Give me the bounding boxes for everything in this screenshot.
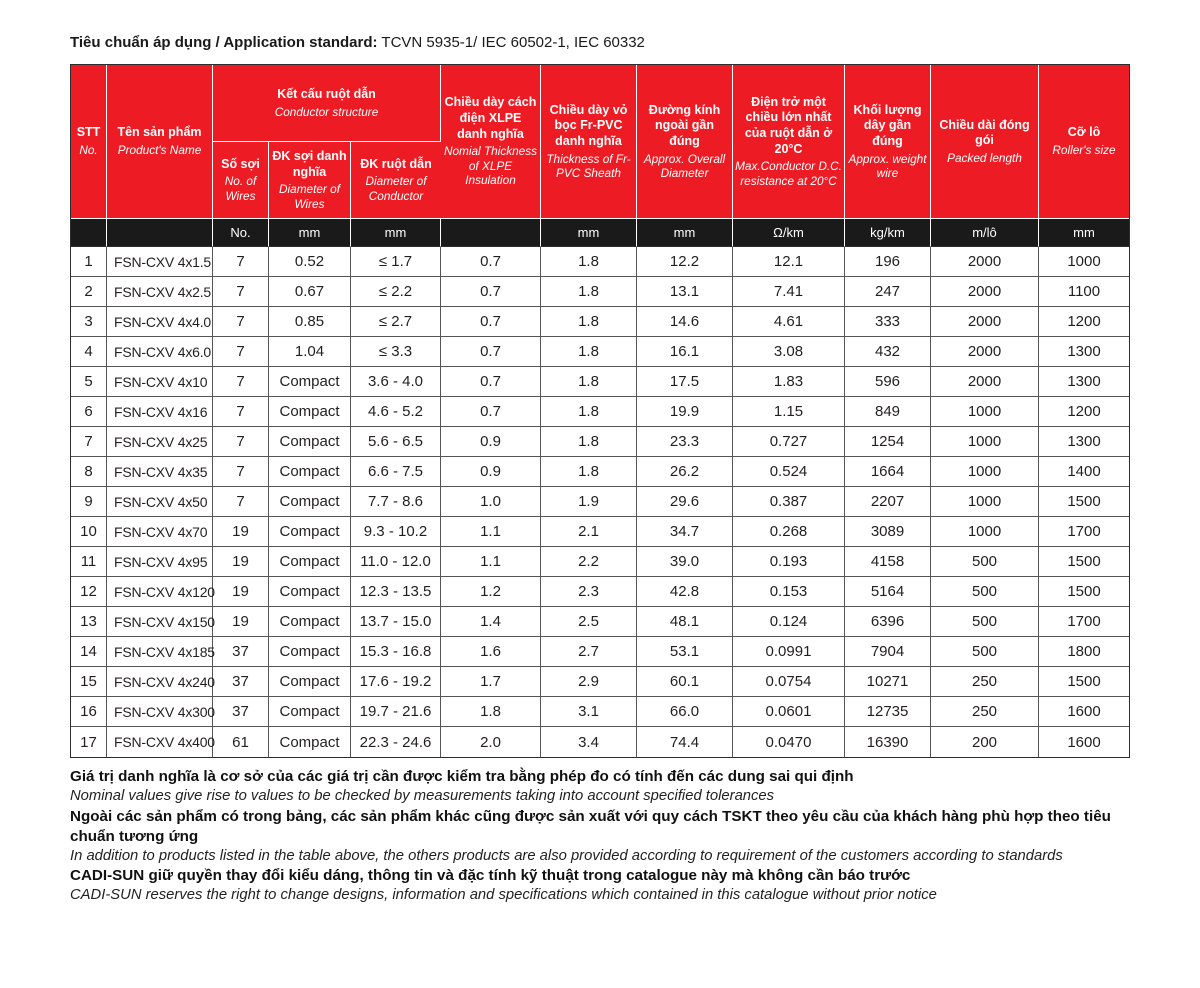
col-wire-diameter: Compact [269,547,351,577]
col-roller-size: 1500 [1039,547,1129,577]
col-overall-diameter: 29.6 [637,487,733,517]
header-sheath-vi: Chiều dày vỏ bọc Fr-PVC danh nghĩa [549,102,628,148]
col-product-name: FSN-CXV 4x185 [107,637,213,667]
col-packed-length: 250 [931,667,1039,697]
header-stt-vi: STT [76,125,101,140]
unit-num-wires: No. [213,219,269,247]
header-weight-en: Approx. weight wire [848,151,927,180]
col-product-name: FSN-CXV 4x6.0 [107,337,213,367]
col-stt: 4 [71,337,107,367]
col-wire-diameter: Compact [269,577,351,607]
col-weight: 1664 [845,457,931,487]
col-dc-resistance: 0.193 [733,547,845,577]
table-row [71,457,1129,487]
col-product-name: FSN-CXV 4x4.0 [107,307,213,337]
col-roller-size: 1500 [1039,487,1129,517]
table-row [71,247,1129,277]
col-weight: 333 [845,307,931,337]
header-wires-vi: Số sợi [221,156,260,171]
col-product-name: FSN-CXV 4x2.5 [107,277,213,307]
footnotes [70,767,1128,906]
col-overall-diameter: 53.1 [637,637,733,667]
col-conductor-diameter: ≤ 2.7 [351,307,441,337]
col-num-wires: 61 [213,727,269,757]
header-wire-diameter [269,142,351,219]
header-overall-diameter [637,65,733,219]
col-roller-size: 1600 [1039,697,1129,727]
unit-packed-length: m/lô [931,219,1039,247]
col-dc-resistance: 0.124 [733,607,845,637]
col-num-wires: 7 [213,247,269,277]
col-dc-resistance: 0.0754 [733,667,845,697]
table-row [71,487,1129,517]
header-sheath-en: Thickness of Fr-PVC Sheath [546,151,631,180]
table-row [71,607,1129,637]
table-row [71,307,1129,337]
col-xlpe-thickness: 1.8 [441,697,541,727]
col-product-name: FSN-CXV 4x50 [107,487,213,517]
table-row [71,697,1129,727]
table-row [71,397,1129,427]
col-overall-diameter: 34.7 [637,517,733,547]
col-product-name: FSN-CXV 4x1.5 [107,247,213,277]
col-wire-diameter: Compact [269,397,351,427]
col-product-name: FSN-CXV 4x25 [107,427,213,457]
table-row [71,517,1129,547]
header-roller-vi: Cỡ lô [1067,125,1101,140]
col-weight: 16390 [845,727,931,757]
col-overall-diameter: 48.1 [637,607,733,637]
header-roller-en: Roller's size [1052,143,1116,158]
header-xlpe-thickness [441,65,541,219]
table-row [71,277,1129,307]
col-wire-diameter: Compact [269,667,351,697]
col-roller-size: 1400 [1039,457,1129,487]
col-xlpe-thickness: 0.7 [441,367,541,397]
col-overall-diameter: 60.1 [637,667,733,697]
col-wire-diameter: Compact [269,637,351,667]
col-wire-diameter: 0.67 [269,277,351,307]
col-xlpe-thickness: 0.9 [441,457,541,487]
header-conductor-vi: Kết cấu ruột dẫn [277,86,376,101]
col-weight: 2207 [845,487,931,517]
col-num-wires: 37 [213,667,269,697]
col-roller-size: 1200 [1039,307,1129,337]
table-row [71,337,1129,367]
col-product-name: FSN-CXV 4x16 [107,397,213,427]
col-conductor-diameter: ≤ 2.2 [351,277,441,307]
header-dc-resistance [733,65,845,219]
col-weight: 7904 [845,637,931,667]
units-row [71,219,1129,247]
col-packed-length: 500 [931,547,1039,577]
application-standard-value: TCVN 5935-1/ IEC 60502-1, IEC 60332 [381,34,645,51]
table-row [71,367,1129,397]
col-wire-diameter: Compact [269,427,351,457]
col-xlpe-thickness: 0.9 [441,427,541,457]
note-tolerance-en: Nominal values give rise to values to be checked by measurements taking into account specified tolerances [70,788,775,805]
col-weight: 849 [845,397,931,427]
col-product-name: FSN-CXV 4x400 [107,727,213,757]
header-wire-dia-en: Diameter of Wires [279,182,340,211]
col-sheath-thickness: 1.8 [541,427,637,457]
unit-xlpe [441,219,541,247]
table-body [71,247,1129,757]
col-packed-length: 500 [931,577,1039,607]
col-overall-diameter: 17.5 [637,367,733,397]
col-packed-length: 2000 [931,247,1039,277]
header-product-vi: Tên sản phẩm [117,125,202,140]
col-product-name: FSN-CXV 4x70 [107,517,213,547]
col-overall-diameter: 12.2 [637,247,733,277]
col-xlpe-thickness: 1.0 [441,487,541,517]
col-dc-resistance: 7.41 [733,277,845,307]
col-packed-length: 200 [931,727,1039,757]
col-stt: 6 [71,397,107,427]
header-wire-dia-vi: ĐK sợi danh nghĩa [272,148,347,179]
table-row [71,727,1129,757]
header-length-en: Packed length [947,150,1022,165]
col-product-name: FSN-CXV 4x300 [107,697,213,727]
col-sheath-thickness: 2.3 [541,577,637,607]
unit-product [107,219,213,247]
header-cond-dia-en: Diameter of Conductor [365,174,427,203]
note-custom-products-en: In addition to products listed in the table above, the others products are also provided according to requirement of the customers according to standards [70,847,1063,864]
col-product-name: FSN-CXV 4x150 [107,607,213,637]
col-product-name: FSN-CXV 4x120 [107,577,213,607]
col-weight: 12735 [845,697,931,727]
col-conductor-diameter: 3.6 - 4.0 [351,367,441,397]
col-roller-size: 1200 [1039,397,1129,427]
col-product-name: FSN-CXV 4x95 [107,547,213,577]
col-roller-size: 1300 [1039,427,1129,457]
table-header [71,65,1129,247]
col-packed-length: 1000 [931,487,1039,517]
col-stt: 15 [71,667,107,697]
col-sheath-thickness: 1.9 [541,487,637,517]
col-sheath-thickness: 1.8 [541,397,637,427]
col-num-wires: 19 [213,607,269,637]
col-conductor-diameter: 6.6 - 7.5 [351,457,441,487]
header-approx-weight [845,65,931,219]
col-wire-diameter: 0.85 [269,307,351,337]
col-sheath-thickness: 1.8 [541,457,637,487]
col-packed-length: 2000 [931,307,1039,337]
header-weight-vi: Khối lượng dây gần đúng [853,102,922,148]
header-overall-en: Approx. Overall Diameter [643,151,726,180]
col-wire-diameter: Compact [269,487,351,517]
header-length-vi: Chiều dài đóng gói [939,117,1030,148]
col-num-wires: 7 [213,427,269,457]
col-packed-length: 2000 [931,337,1039,367]
col-wire-diameter: Compact [269,517,351,547]
col-overall-diameter: 42.8 [637,577,733,607]
unit-stt [71,219,107,247]
col-stt: 11 [71,547,107,577]
col-xlpe-thickness: 0.7 [441,247,541,277]
col-conductor-diameter: 4.6 - 5.2 [351,397,441,427]
col-dc-resistance: 0.268 [733,517,845,547]
header-stt [71,65,107,219]
header-packed-length [931,65,1039,219]
col-num-wires: 19 [213,577,269,607]
col-stt: 7 [71,427,107,457]
col-sheath-thickness: 1.8 [541,307,637,337]
table-row [71,577,1129,607]
col-conductor-diameter: 19.7 - 21.6 [351,697,441,727]
col-xlpe-thickness: 0.7 [441,277,541,307]
col-num-wires: 7 [213,367,269,397]
col-weight: 432 [845,337,931,367]
col-num-wires: 19 [213,547,269,577]
col-packed-length: 2000 [931,367,1039,397]
col-xlpe-thickness: 0.7 [441,397,541,427]
col-packed-length: 2000 [931,277,1039,307]
col-conductor-diameter: 17.6 - 19.2 [351,667,441,697]
col-weight: 4158 [845,547,931,577]
cable-spec-table [70,64,1130,758]
col-num-wires: 7 [213,307,269,337]
col-xlpe-thickness: 2.0 [441,727,541,757]
unit-roller-size: mm [1039,219,1129,247]
col-packed-length: 500 [931,637,1039,667]
col-roller-size: 1700 [1039,517,1129,547]
col-num-wires: 7 [213,457,269,487]
col-overall-diameter: 26.2 [637,457,733,487]
col-sheath-thickness: 1.8 [541,367,637,397]
col-dc-resistance: 0.524 [733,457,845,487]
col-stt: 14 [71,637,107,667]
col-packed-length: 500 [931,607,1039,637]
col-roller-size: 1300 [1039,337,1129,367]
col-wire-diameter: Compact [269,607,351,637]
col-weight: 3089 [845,517,931,547]
col-roller-size: 1100 [1039,277,1129,307]
col-conductor-diameter: 11.0 - 12.0 [351,547,441,577]
col-conductor-diameter: ≤ 1.7 [351,247,441,277]
col-product-name: FSN-CXV 4x240 [107,667,213,697]
unit-sheath: mm [541,219,637,247]
col-roller-size: 1800 [1039,637,1129,667]
col-overall-diameter: 14.6 [637,307,733,337]
col-stt: 17 [71,727,107,757]
col-xlpe-thickness: 1.1 [441,517,541,547]
col-stt: 2 [71,277,107,307]
unit-resistance: Ω/km [733,219,845,247]
table-row [71,667,1129,697]
col-sheath-thickness: 2.7 [541,637,637,667]
col-conductor-diameter: 13.7 - 15.0 [351,607,441,637]
col-dc-resistance: 0.0601 [733,697,845,727]
col-stt: 10 [71,517,107,547]
col-dc-resistance: 1.15 [733,397,845,427]
col-packed-length: 1000 [931,457,1039,487]
header-resistance-en: Max.Conductor D.C. resistance at 20°C [735,159,842,188]
col-roller-size: 1500 [1039,577,1129,607]
col-sheath-thickness: 2.9 [541,667,637,697]
table-row [71,637,1129,667]
col-xlpe-thickness: 0.7 [441,307,541,337]
col-packed-length: 1000 [931,397,1039,427]
col-packed-length: 1000 [931,427,1039,457]
col-conductor-diameter: 5.6 - 6.5 [351,427,441,457]
col-overall-diameter: 66.0 [637,697,733,727]
header-xlpe-en: Nomial Thickness of XLPE Insulation [443,144,538,188]
col-stt: 16 [71,697,107,727]
col-weight: 5164 [845,577,931,607]
header-conductor-structure-group [213,65,441,142]
col-wire-diameter: 1.04 [269,337,351,367]
header-overall-vi: Đường kính ngoài gần đúng [648,102,721,148]
col-sheath-thickness: 2.1 [541,517,637,547]
note-custom-products-vi: Ngoài các sản phẩm có trong bảng, các sản phẩm khác cũng được sản xuất với quy cách TSKT theo yêu cầu của khách hàng phù hợp theo tiêu chuẩn tương ứng [70,807,1111,845]
header-product-en: Product's Name [117,143,202,158]
col-weight: 1254 [845,427,931,457]
header-cond-dia-vi: ĐK ruột dẫn [360,156,432,171]
col-overall-diameter: 16.1 [637,337,733,367]
col-conductor-diameter: 15.3 - 16.8 [351,637,441,667]
col-conductor-diameter: 22.3 - 24.6 [351,727,441,757]
col-roller-size: 1600 [1039,727,1129,757]
col-stt: 5 [71,367,107,397]
col-overall-diameter: 13.1 [637,277,733,307]
note-rights-vi: CADI-SUN giữ quyền thay đổi kiểu dáng, thông tin và đặc tính kỹ thuật trong catalogue này mà không cần báo trước [70,867,911,885]
col-overall-diameter: 39.0 [637,547,733,577]
col-wire-diameter: 0.52 [269,247,351,277]
col-xlpe-thickness: 1.4 [441,607,541,637]
col-num-wires: 7 [213,337,269,367]
col-weight: 196 [845,247,931,277]
col-sheath-thickness: 3.4 [541,727,637,757]
col-packed-length: 250 [931,697,1039,727]
col-xlpe-thickness: 1.7 [441,667,541,697]
header-resistance-vi: Điện trở một chiều lớn nhất của ruột dẫn ở 20°C [744,94,833,156]
unit-overall-diameter: mm [637,219,733,247]
col-dc-resistance: 0.0470 [733,727,845,757]
col-sheath-thickness: 2.2 [541,547,637,577]
col-wire-diameter: Compact [269,727,351,757]
unit-conductor-diameter: mm [351,219,441,247]
col-xlpe-thickness: 0.7 [441,337,541,367]
col-sheath-thickness: 1.8 [541,337,637,367]
col-conductor-diameter: 9.3 - 10.2 [351,517,441,547]
col-wire-diameter: Compact [269,367,351,397]
col-num-wires: 19 [213,517,269,547]
header-conductor-en: Conductor structure [274,104,379,119]
col-conductor-diameter: 12.3 - 13.5 [351,577,441,607]
col-roller-size: 1700 [1039,607,1129,637]
col-dc-resistance: 4.61 [733,307,845,337]
col-dc-resistance: 0.0991 [733,637,845,667]
col-xlpe-thickness: 1.6 [441,637,541,667]
header-sheath-thickness [541,65,637,219]
col-wire-diameter: Compact [269,457,351,487]
col-num-wires: 7 [213,397,269,427]
col-sheath-thickness: 2.5 [541,607,637,637]
col-stt: 9 [71,487,107,517]
col-num-wires: 37 [213,637,269,667]
col-dc-resistance: 3.08 [733,337,845,367]
col-overall-diameter: 74.4 [637,727,733,757]
col-conductor-diameter: ≤ 3.3 [351,337,441,367]
header-wires-en: No. of Wires [224,174,257,203]
header-product-name [107,65,213,219]
note-rights-en: CADI-SUN reserves the right to change designs, information and specifications which contained in this catalogue without prior notice [70,887,937,904]
col-sheath-thickness: 1.8 [541,247,637,277]
col-product-name: FSN-CXV 4x35 [107,457,213,487]
col-roller-size: 1000 [1039,247,1129,277]
col-overall-diameter: 19.9 [637,397,733,427]
col-stt: 1 [71,247,107,277]
col-xlpe-thickness: 1.1 [441,547,541,577]
header-roller-size [1039,65,1129,219]
col-weight: 6396 [845,607,931,637]
header-num-wires [213,142,269,219]
col-product-name: FSN-CXV 4x10 [107,367,213,397]
col-dc-resistance: 12.1 [733,247,845,277]
col-conductor-diameter: 7.7 - 8.6 [351,487,441,517]
col-roller-size: 1300 [1039,367,1129,397]
header-stt-en: No. [79,143,98,158]
col-dc-resistance: 0.727 [733,427,845,457]
unit-wire-diameter: mm [269,219,351,247]
col-dc-resistance: 0.153 [733,577,845,607]
col-dc-resistance: 1.83 [733,367,845,397]
col-overall-diameter: 23.3 [637,427,733,457]
header-xlpe-vi: Chiều dày cách điện XLPE danh nghĩa [444,95,537,141]
col-num-wires: 7 [213,487,269,517]
col-dc-resistance: 0.387 [733,487,845,517]
header-conductor-diameter [351,142,441,219]
application-standard-label: Tiêu chuẩn áp dụng / Application standard: [70,34,378,51]
col-sheath-thickness: 1.8 [541,277,637,307]
col-wire-diameter: Compact [269,697,351,727]
table-row [71,427,1129,457]
col-roller-size: 1500 [1039,667,1129,697]
application-standard-line [70,34,1128,51]
unit-weight: kg/km [845,219,931,247]
col-stt: 13 [71,607,107,637]
col-xlpe-thickness: 1.2 [441,577,541,607]
col-stt: 8 [71,457,107,487]
col-weight: 10271 [845,667,931,697]
note-tolerance-vi: Giá trị danh nghĩa là cơ sở của các giá trị cần được kiểm tra bằng phép đo có tính đến các dung sai qui định [70,768,854,785]
col-stt: 3 [71,307,107,337]
col-weight: 596 [845,367,931,397]
col-num-wires: 7 [213,277,269,307]
col-sheath-thickness: 3.1 [541,697,637,727]
table-row [71,547,1129,577]
col-packed-length: 1000 [931,517,1039,547]
col-stt: 12 [71,577,107,607]
col-num-wires: 37 [213,697,269,727]
col-weight: 247 [845,277,931,307]
